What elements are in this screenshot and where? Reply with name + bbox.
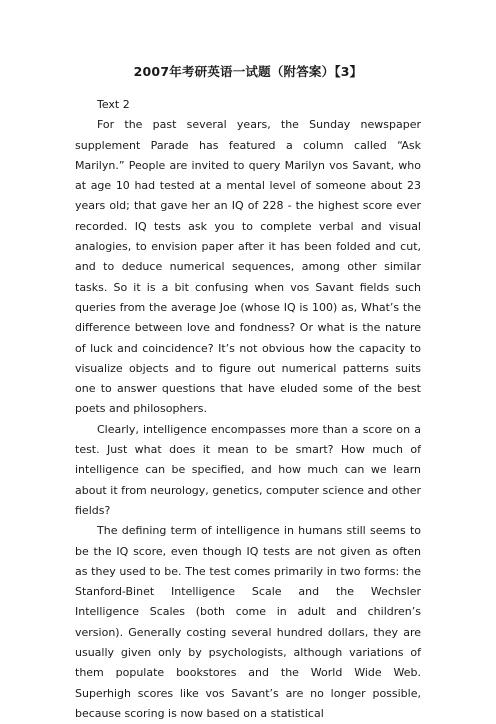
document-title: 2007年考研英语一试题（附答案）【3】 <box>133 64 363 79</box>
section-label: Text 2 <box>97 98 130 111</box>
paragraph: Clearly, intelligence encompasses more than a score on a test. Just what does it mean to be smart? How much of intelligence can be specified, and how much can we learn about it from neurology, genetics, computer science and other fields? <box>75 422 421 517</box>
document-body <box>75 95 421 724</box>
paragraph: The defining term of intelligence in humans still seems to be the IQ score, even though IQ tests are not given as often as they used to be. The test comes primarily in two forms: the Stanford-Binet Intelligence Scale and the Wechsler Intelligence Scales (both come in adult and children’s version). Generally costing several hundred dollars, they are usually given only by psychologists, although variations of them populate bookstores and the World Wide Web. Superhigh scores like vos Savant’s are no longer possible, because scoring is now based on a statistical <box>75 524 421 720</box>
paragraph: For the past several years, the Sunday newspaper supplement Parade has featured a column called “Ask Marilyn.” People are invited to query Marilyn vos Savant, who at age 10 had tested at a mental level of someone about 23 years old; that gave her an IQ of 228 - the highest score ever recorded. IQ tests ask you to complete verbal and visual analogies, to envision paper after it has been folded and cut, and to deduce numerical sequences, among other similar tasks. So it is a bit confusing when vos Savant fields such queries from the average Joe (whose IQ is 100) as, What’s the difference between love and fondness? Or what is the nature of luck and coincidence? It’s not obvious how the capacity to visualize objects and to figure out numerical patterns suits one to answer questions that have eluded some of the best poets and philosophers. <box>75 118 421 416</box>
